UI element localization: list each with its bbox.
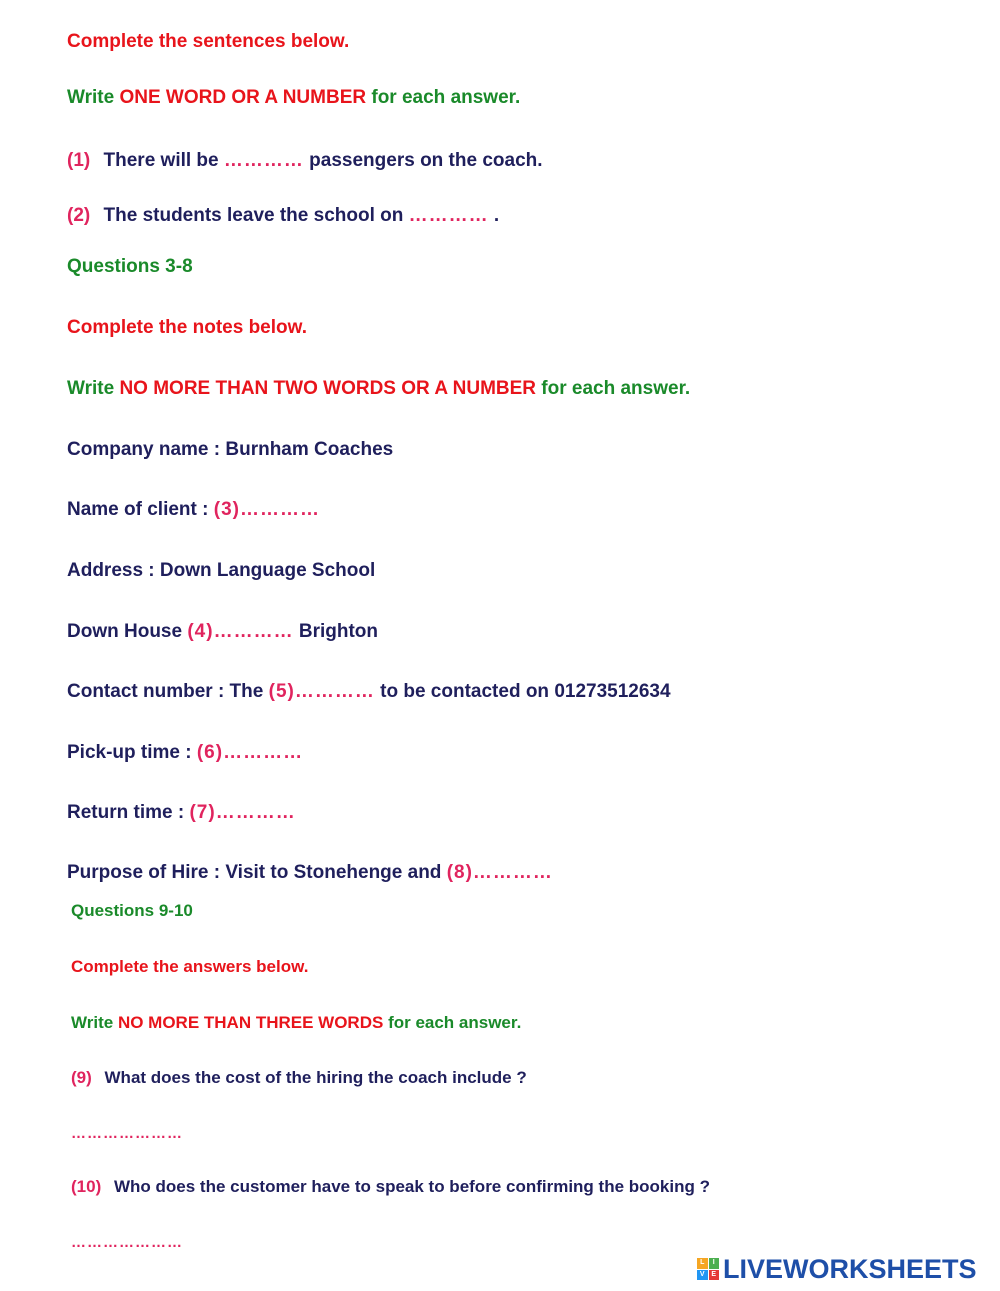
logo-block-letter: V: [697, 1270, 708, 1281]
logo-block-letter: E: [709, 1270, 720, 1281]
house-note: [67, 620, 378, 644]
for-each-answer: for each answer.: [388, 1013, 522, 1032]
question-number: (2): [67, 205, 91, 226]
note-label: Return time :: [67, 802, 185, 823]
word-limit: ONE WORD OR A NUMBER: [119, 87, 367, 108]
client-name-note: [67, 498, 320, 522]
answer-limit-instruction-3: [71, 1011, 521, 1035]
question-number: (10): [71, 1177, 102, 1196]
answer-blank-3[interactable]: (3)…………: [213, 499, 320, 520]
for-each-answer: for each answer.: [541, 378, 691, 399]
answer-blank-6[interactable]: (6)…………: [196, 742, 304, 763]
write-label: Write: [67, 87, 115, 108]
answer-blank-4[interactable]: (4)…………: [187, 621, 294, 642]
write-label: Write: [67, 378, 115, 399]
heading-questions-3-8: Questions 3-8: [67, 256, 193, 277]
answer-blank-9[interactable]: …………………: [71, 1125, 183, 1142]
for-each-answer: for each answer.: [371, 87, 521, 108]
answer-blank-1[interactable]: …………: [223, 150, 304, 171]
write-label: Write: [71, 1013, 114, 1032]
word-limit: NO MORE THAN THREE WORDS: [117, 1013, 384, 1032]
question-9: [71, 1066, 527, 1090]
company-name-note: Company name : Burnham Coaches: [67, 439, 394, 460]
liveworksheets-logo: [697, 1252, 977, 1286]
question-text: There will be: [103, 150, 219, 171]
question-text: What does the cost of the hiring the coach include ?: [104, 1068, 527, 1087]
purpose-note: [67, 861, 553, 885]
liveworksheets-blocks-icon: [697, 1258, 719, 1280]
contact-number-note: [67, 680, 671, 704]
pickup-time-note: [67, 741, 303, 765]
note-label: Name of client :: [67, 499, 209, 520]
question-text: .: [493, 205, 500, 226]
logo-block-letter: I: [709, 1258, 720, 1269]
note-text: Brighton: [298, 621, 379, 642]
answer-blank-2[interactable]: …………: [408, 205, 489, 226]
instruction-complete-sentences: Complete the sentences below.: [67, 31, 350, 52]
return-time-note: [67, 801, 296, 825]
note-label: Contact number : The: [67, 681, 264, 702]
answer-blank-5[interactable]: (5)…………: [268, 681, 375, 702]
instruction-complete-answers: Complete the answers below.: [71, 957, 309, 976]
answer-limit-instruction-1: [67, 86, 520, 110]
heading-questions-9-10: Questions 9-10: [71, 901, 193, 920]
word-limit: NO MORE THAN TWO WORDS OR A NUMBER: [119, 378, 537, 399]
note-label: Down House: [67, 621, 183, 642]
brand-name: LIVEWORKSHEETS: [723, 1253, 977, 1284]
answer-blank-7[interactable]: (7)…………: [189, 802, 296, 823]
question-text: passengers on the coach.: [309, 150, 543, 171]
answer-limit-instruction-2: [67, 377, 690, 401]
question-number: (1): [67, 150, 91, 171]
logo-block-letter: L: [697, 1258, 708, 1269]
answer-blank-8[interactable]: (8)…………: [446, 862, 553, 883]
question-10: [71, 1175, 710, 1199]
answer-blank-10[interactable]: …………………: [71, 1234, 183, 1251]
instruction-complete-notes: Complete the notes below.: [67, 317, 307, 338]
question-number: (9): [71, 1068, 92, 1087]
question-2: [67, 204, 499, 228]
note-label: Purpose of Hire : Visit to Stonehenge and: [67, 862, 442, 883]
question-1: [67, 149, 543, 173]
address-note: Address : Down Language School: [67, 560, 376, 581]
note-text: to be contacted on 01273512634: [380, 681, 671, 702]
question-text: Who does the customer have to speak to before confirming the booking ?: [113, 1177, 710, 1196]
question-text: The students leave the school on: [103, 205, 404, 226]
note-label: Pick-up time :: [67, 742, 192, 763]
